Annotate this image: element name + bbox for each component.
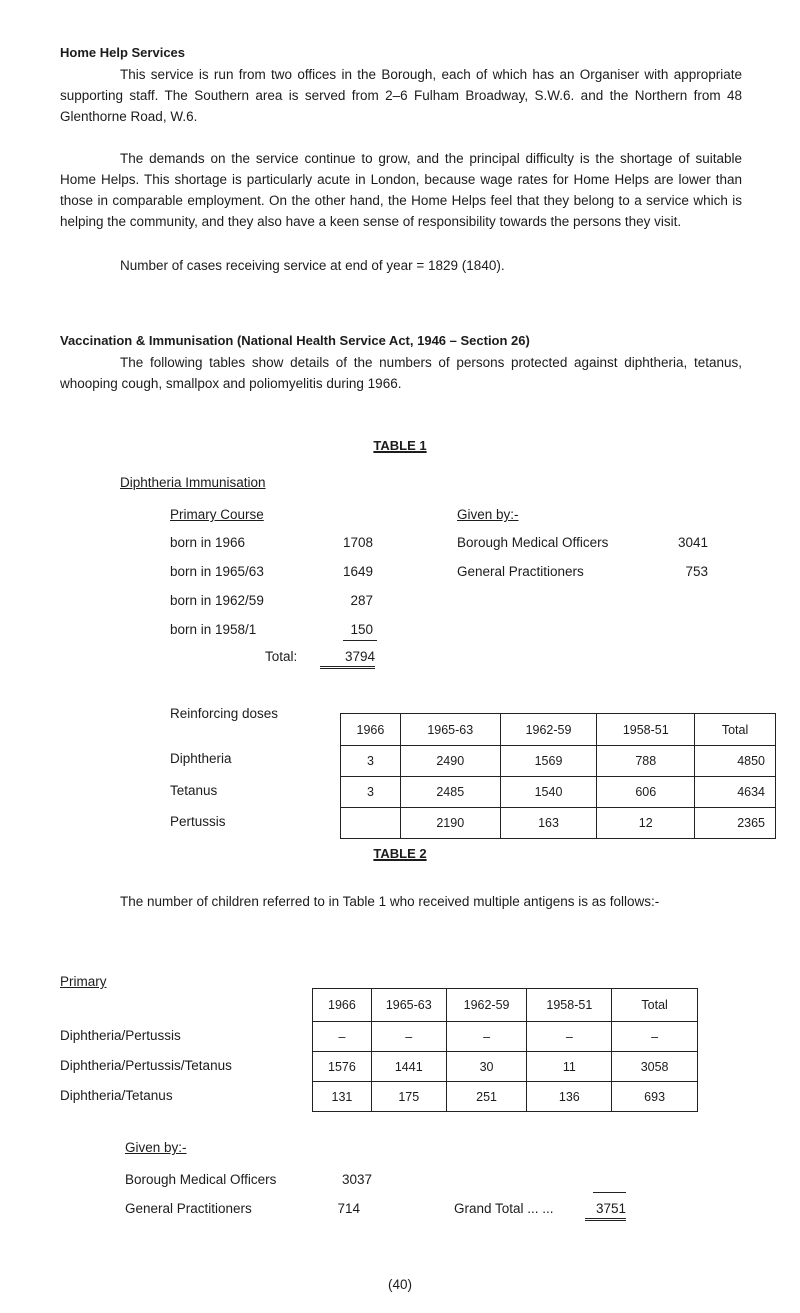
home-help-paragraph-1: This service is run from two offices in the Borough, each of which has an Organiser with appropriate supporting staff. The Southern area is served from 2–6 Fulham Broadway, S.W.6. and the Northern from 48 Glenthorne Road, W.6. (60, 67, 742, 124)
table-row (341, 746, 776, 777)
table-cell: 4634 (695, 777, 776, 808)
table-cell: 3058 (612, 1052, 698, 1082)
primary-total-value: 3794 (320, 649, 375, 669)
column-header: 1965-63 (371, 989, 446, 1022)
given-by-row-label: General Practitioners (125, 1201, 252, 1216)
reinforcing-row-label: Tetanus (170, 783, 218, 798)
table2-primary-label: Primary (60, 974, 107, 989)
home-help-cases-count: Number of cases receiving service at end of year = 1829 (1840). (120, 258, 505, 273)
column-header: 1958-51 (527, 989, 612, 1022)
given-by-row-value: 3041 (677, 535, 708, 550)
table-header-row (341, 714, 776, 746)
given-by-row-value: 753 (685, 564, 708, 579)
column-header: 1965-63 (400, 714, 500, 746)
table-row (341, 808, 776, 839)
grand-total-value: 3751 (585, 1201, 626, 1221)
antigen-row-label: Diphtheria/Pertussis (60, 1028, 181, 1043)
table-row (313, 1052, 698, 1082)
table-cell: – (371, 1022, 446, 1052)
reinforcing-doses-table (340, 713, 776, 839)
primary-row-label: born in 1962/59 (170, 593, 264, 608)
column-header: Total (612, 989, 698, 1022)
primary-row-label: born in 1965/63 (170, 564, 264, 579)
primary-row-value: 150 (350, 622, 373, 637)
table1-subtitle: Diphtheria Immunisation (120, 475, 266, 490)
column-header: 1958-51 (597, 714, 695, 746)
antigen-row-label: Diphtheria/Pertussis/Tetanus (60, 1058, 232, 1073)
given-by-row-label: Borough Medical Officers (125, 1172, 277, 1187)
table-cell: 1441 (371, 1052, 446, 1082)
primary-row-label: born in 1966 (170, 535, 246, 550)
primary-row-value: 287 (350, 593, 373, 608)
home-help-heading: Home Help Services (60, 45, 186, 60)
given-by-row-value: 714 (337, 1201, 360, 1216)
table-cell: 3 (341, 746, 401, 777)
given-by-label-2: Given by:- (125, 1140, 187, 1155)
table-cell: 2490 (400, 746, 500, 777)
reinforcing-doses-label: Reinforcing doses (170, 706, 279, 721)
table-row (341, 777, 776, 808)
column-header: Total (695, 714, 776, 746)
vaccination-heading: Vaccination & Immunisation (National Health Service Act, 1946 – Section 26) (60, 333, 530, 348)
table-cell: – (527, 1022, 612, 1052)
antigen-row-label: Diphtheria/Tetanus (60, 1088, 173, 1103)
table-cell: 131 (313, 1082, 372, 1112)
table2-title: TABLE 2 (373, 846, 427, 861)
primary-row-label: born in 1958/1 (170, 622, 257, 637)
given-by-row-label: General Practitioners (457, 564, 584, 579)
table-cell: 2485 (400, 777, 500, 808)
table-cell: 788 (597, 746, 695, 777)
table-row (313, 1082, 698, 1112)
table2-intro: The number of children referred to in Table 1 who received multiple antigens is as follows:- (120, 894, 660, 909)
table-cell: 30 (446, 1052, 527, 1082)
column-header: 1966 (341, 714, 401, 746)
table-cell: 606 (597, 777, 695, 808)
table-cell: 251 (446, 1082, 527, 1112)
table-cell: – (313, 1022, 372, 1052)
table-cell: 3 (341, 777, 401, 808)
table-cell: 175 (371, 1082, 446, 1112)
reinforcing-row-label: Pertussis (170, 814, 226, 829)
table-cell: 163 (500, 808, 597, 839)
table-cell: 1569 (500, 746, 597, 777)
table-cell: 1540 (500, 777, 597, 808)
table-cell: 12 (597, 808, 695, 839)
grand-total-rule (593, 1192, 626, 1193)
multiple-antigens-table (312, 988, 698, 1112)
given-by-row-label: Borough Medical Officers (457, 535, 609, 550)
column-header: 1966 (313, 989, 372, 1022)
column-header: 1962-59 (500, 714, 597, 746)
grand-total-label: Grand Total ... ... (454, 1201, 554, 1216)
table-cell: – (612, 1022, 698, 1052)
table-header-row (313, 989, 698, 1022)
primary-row-value: 1708 (342, 535, 373, 550)
primary-total-label: Total: (265, 649, 298, 664)
column-header: 1962-59 (446, 989, 527, 1022)
primary-row-value: 1649 (342, 564, 373, 579)
page-number: (40) (387, 1277, 412, 1292)
reinforcing-row-label: Diphtheria (170, 751, 232, 766)
table1-title: TABLE 1 (373, 438, 427, 453)
primary-course-label: Primary Course (170, 507, 264, 522)
table-cell: 2365 (695, 808, 776, 839)
table-cell: 2190 (400, 808, 500, 839)
vaccination-intro: The following tables show details of the numbers of persons protected against diphtheria, tetanus, whooping cough, smallpox and poliomyelitis during 1966. (60, 355, 742, 391)
table-cell: 136 (527, 1082, 612, 1112)
table-row (313, 1022, 698, 1052)
given-by-label-1: Given by:- (457, 507, 519, 522)
table-cell: 11 (527, 1052, 612, 1082)
table-cell: – (446, 1022, 527, 1052)
table-cell: 693 (612, 1082, 698, 1112)
subtotal-rule (343, 640, 377, 641)
table-cell: 4850 (695, 746, 776, 777)
table-cell: 1576 (313, 1052, 372, 1082)
home-help-paragraph-2: The demands on the service continue to grow, and the principal difficulty is the shortage of suitable Home Helps. This shortage is particularly acute in London, because wage rates for Home Helps are lower than those in comparable employment. On the other hand, the Home Helps feel that they belong to a service which is helping the community, and they also have a keen sense of responsibility towards the persons they visit. (60, 151, 742, 229)
table-cell (341, 808, 401, 839)
given-by-row-value: 3037 (341, 1172, 372, 1187)
